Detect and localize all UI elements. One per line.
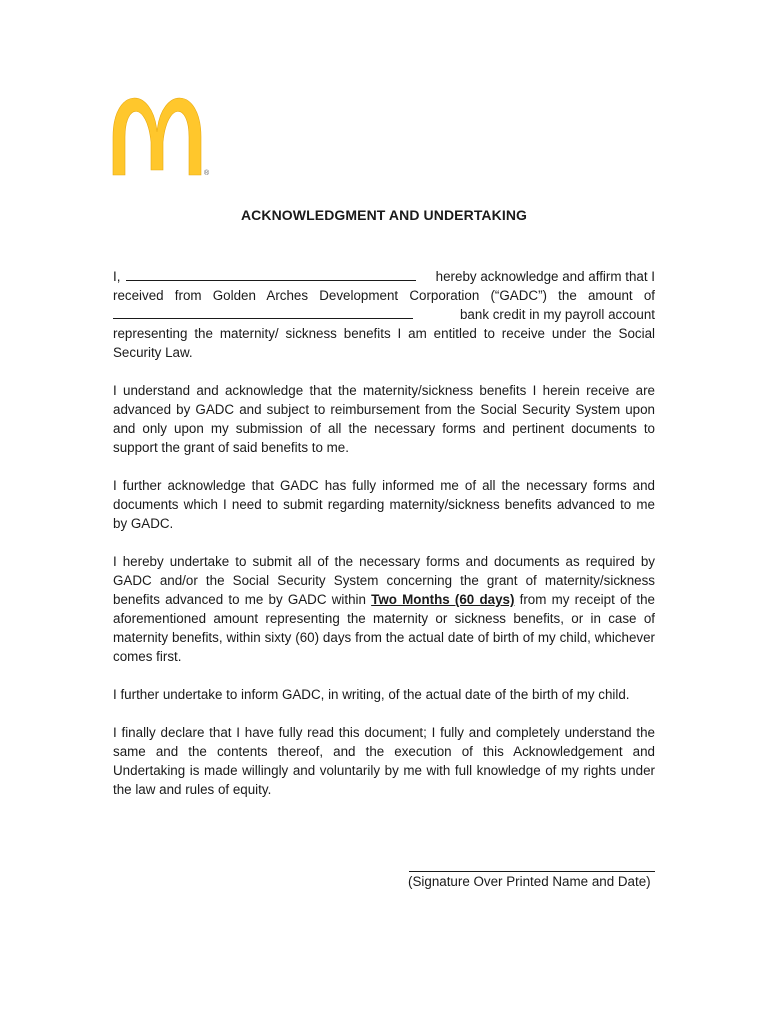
document-body	[113, 267, 655, 818]
deadline-emphasis: Two Months (60 days)	[371, 592, 515, 607]
signature-block	[408, 854, 656, 891]
lead-text: I,	[113, 269, 121, 284]
paragraph-informed: I further acknowledge that GADC has fully informed me of all the necessary forms and documents which I need to submit regarding maternity/sickness benefits advanced to me by GADC.	[113, 478, 655, 531]
name-row	[113, 267, 655, 286]
golden-arches-icon	[110, 92, 216, 180]
after-name-text-1: hereby acknowledge and affirm that I	[435, 269, 655, 284]
paragraph-declaration: I finally declare that I have fully read this document; I fully and completely understand the same and the contents thereof, and the execution of this Acknowledgement and Undertaking is made willingly and voluntarily by me with full knowledge of my rights under the law and rules of equity.	[113, 725, 655, 797]
paragraph-undertaking	[113, 552, 655, 666]
undertaking-after-text: from my receipt of the aforementioned amount representing the maternity or sickness benefits, or in case of maternity benefits, within sixty (60) days from the actual date of birth of my child, whichever comes first.	[113, 592, 655, 664]
signature-caption: (Signature Over Printed Name and Date)	[408, 874, 651, 889]
after-amount-text: bank credit in my payroll account	[459, 307, 655, 322]
amount-blank-line[interactable]	[113, 305, 413, 319]
paragraph-inform-birth: I further undertake to inform GADC, in writing, of the actual date of the birth of my child.	[113, 687, 630, 702]
undertaking-before-text: I hereby undertake to submit all of the necessary forms and documents as required by GADC and/or the Social Security System concerning the grant of maternity/sickness benefits advanced to me by GADC within	[113, 554, 655, 607]
paragraph-understanding: I understand and acknowledge that the maternity/sickness benefits I herein receive are advanced by GADC and subject to reimbursement from the Social Security System upon and only upon my submission of all the necessary forms and pertinent documents to support the grant of said benefits to me.	[113, 383, 655, 455]
signature-line[interactable]	[409, 854, 655, 872]
golden-arches-logo	[110, 92, 216, 180]
name-blank-line[interactable]	[126, 267, 416, 281]
receipt-rest-text: representing the maternity/ sickness benefits I am entitled to receive under the Social Security Law.	[113, 326, 655, 360]
paragraph-receipt	[113, 267, 655, 362]
registered-mark: ®	[204, 170, 210, 177]
golden-arches-shape	[113, 98, 201, 175]
amount-row	[113, 305, 655, 324]
document-title: ACKNOWLEDGMENT AND UNDERTAKING	[240, 207, 528, 223]
amount-line: received from Golden Arches Development Corporation (“GADC”) the amount of	[113, 288, 655, 303]
